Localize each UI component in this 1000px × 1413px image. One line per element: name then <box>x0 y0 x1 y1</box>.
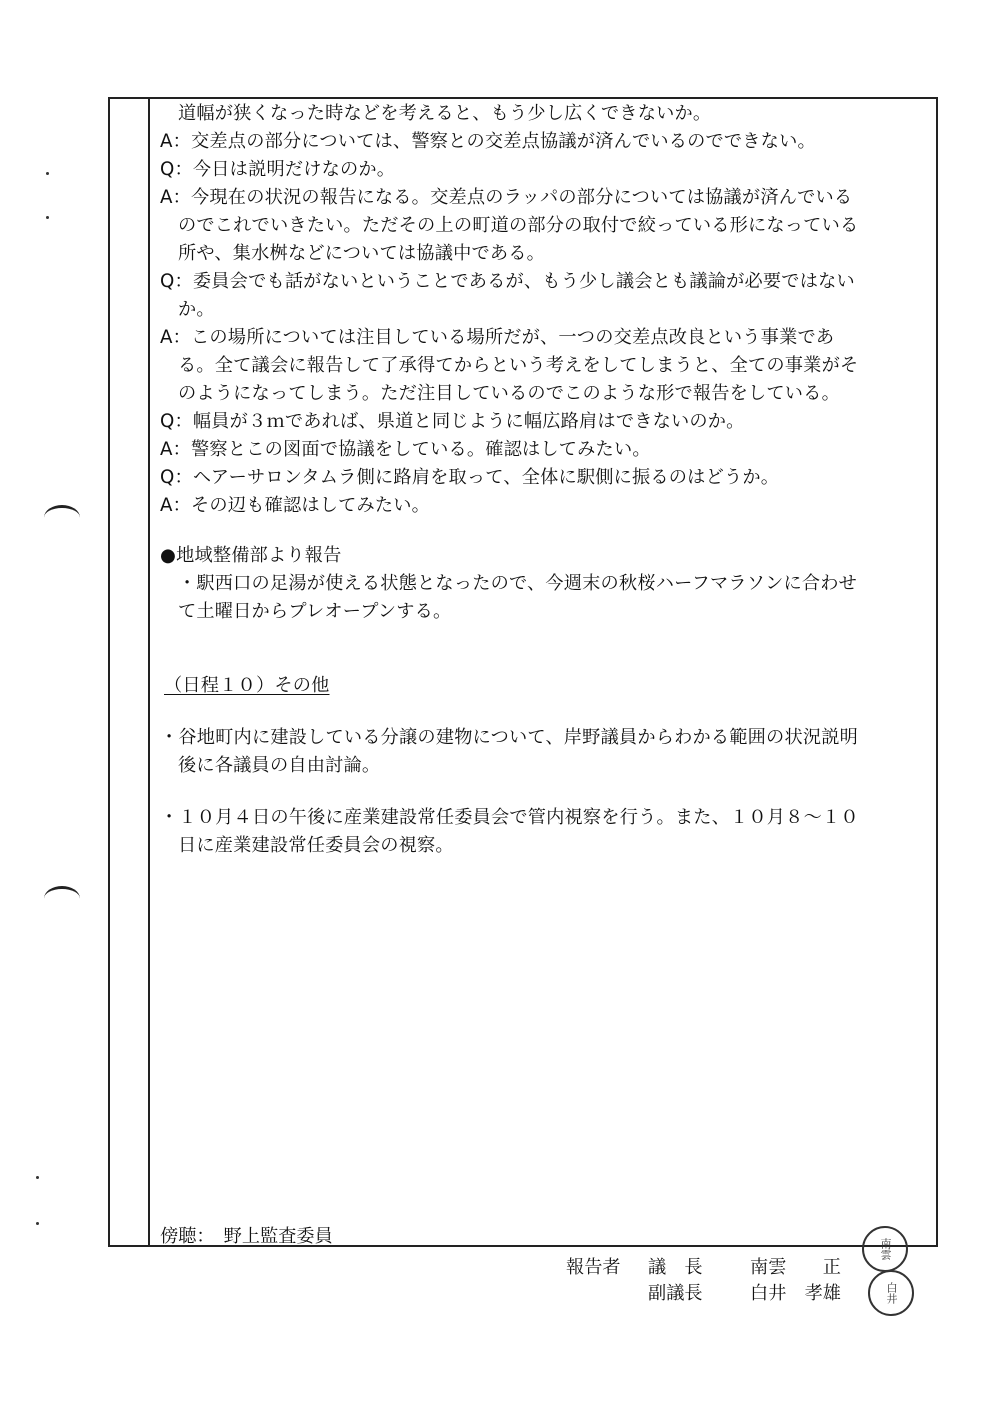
report-line: ・駅西口の足湯が使える状態となったので、今週末の秋桜ハーフマラソンに合わせ <box>178 573 858 594</box>
seal-text: 南雲 <box>879 1238 892 1260</box>
qa-line: 道幅が狭くなった時などを考えると、もう少し広くできないか。 <box>178 103 712 124</box>
qa-line: Q：幅員が３ｍであれば、県道と同じように幅広路肩はできないのか。 <box>160 411 745 432</box>
speck <box>36 1222 39 1225</box>
qa-line: Q：委員会でも話がないということであるが、もう少し議会とも議論が必要ではない <box>160 271 855 292</box>
seal-stamp-1 <box>862 1226 908 1272</box>
listener-line: 傍聴： 野上監査委員 <box>160 1226 333 1247</box>
reporter-label: 報告者 <box>566 1257 621 1278</box>
reporter-role-2: 副議長 <box>648 1283 703 1304</box>
speck <box>46 172 49 175</box>
column-divider <box>148 99 150 1245</box>
qa-line: のでこれでいきたい。ただその上の町道の部分の取付で絞っている形になっている <box>178 215 859 236</box>
qa-line: 所や、集水桝などについては協議中である。 <box>178 243 546 264</box>
speck <box>36 1176 39 1179</box>
qa-line: Q：今日は説明だけなのか。 <box>160 159 396 180</box>
qa-line: A：今現在の状況の報告になる。交差点のラッパの部分については協議が済んでいる <box>160 187 853 208</box>
reporter-name-1: 南雲 正 <box>750 1257 841 1278</box>
qa-line: A：その辺も確認はしてみたい。 <box>160 495 431 516</box>
qa-line: のようになってしまう。ただ注目しているのでこのような形で報告をしている。 <box>178 383 840 404</box>
qa-line: Q：ヘアーサロンタムラ側に路肩を取って、全体に駅側に振るのはどうか。 <box>160 467 780 488</box>
reporter-role-1: 議 長 <box>648 1257 703 1278</box>
other-heading: （日程１０）その他 <box>164 675 330 696</box>
other-item-line: ・谷地町内に建設している分譲の建物について、岸野議員からわかる範囲の状況説明 <box>160 727 858 748</box>
other-item-line: 日に産業建設常任委員会の視察。 <box>178 835 454 856</box>
reporter-name-2: 白井 孝雄 <box>750 1283 841 1304</box>
other-item-line: ・１０月４日の午後に産業建設常任委員会で管内視察を行う。また、１０月８～１０ <box>160 807 859 828</box>
qa-line: か。 <box>178 299 215 320</box>
qa-line: る。全て議会に報告して了承得てからという考えをしてしまうと、全ての事業がそ <box>178 355 859 376</box>
report-heading: ●地域整備部より報告 <box>160 545 342 566</box>
punch-hole-top <box>44 505 80 530</box>
minutes-body <box>160 100 935 860</box>
qa-line: A：交差点の部分については、警察との交差点協議が済んでいるのでできない。 <box>160 131 816 152</box>
seal-text: 白井 <box>885 1282 898 1304</box>
report-line: て土曜日からプレオープンする。 <box>178 601 452 622</box>
punch-hole-bottom <box>44 886 80 911</box>
qa-line: A：警察とこの図面で協議をしている。確認はしてみたい。 <box>160 439 651 460</box>
qa-line: A：この場所については注目している場所だが、一つの交差点改良という事業であ <box>160 327 835 348</box>
other-item-line: 後に各議員の自由討論。 <box>178 755 381 776</box>
speck <box>46 216 49 219</box>
seal-stamp-2 <box>868 1270 914 1316</box>
